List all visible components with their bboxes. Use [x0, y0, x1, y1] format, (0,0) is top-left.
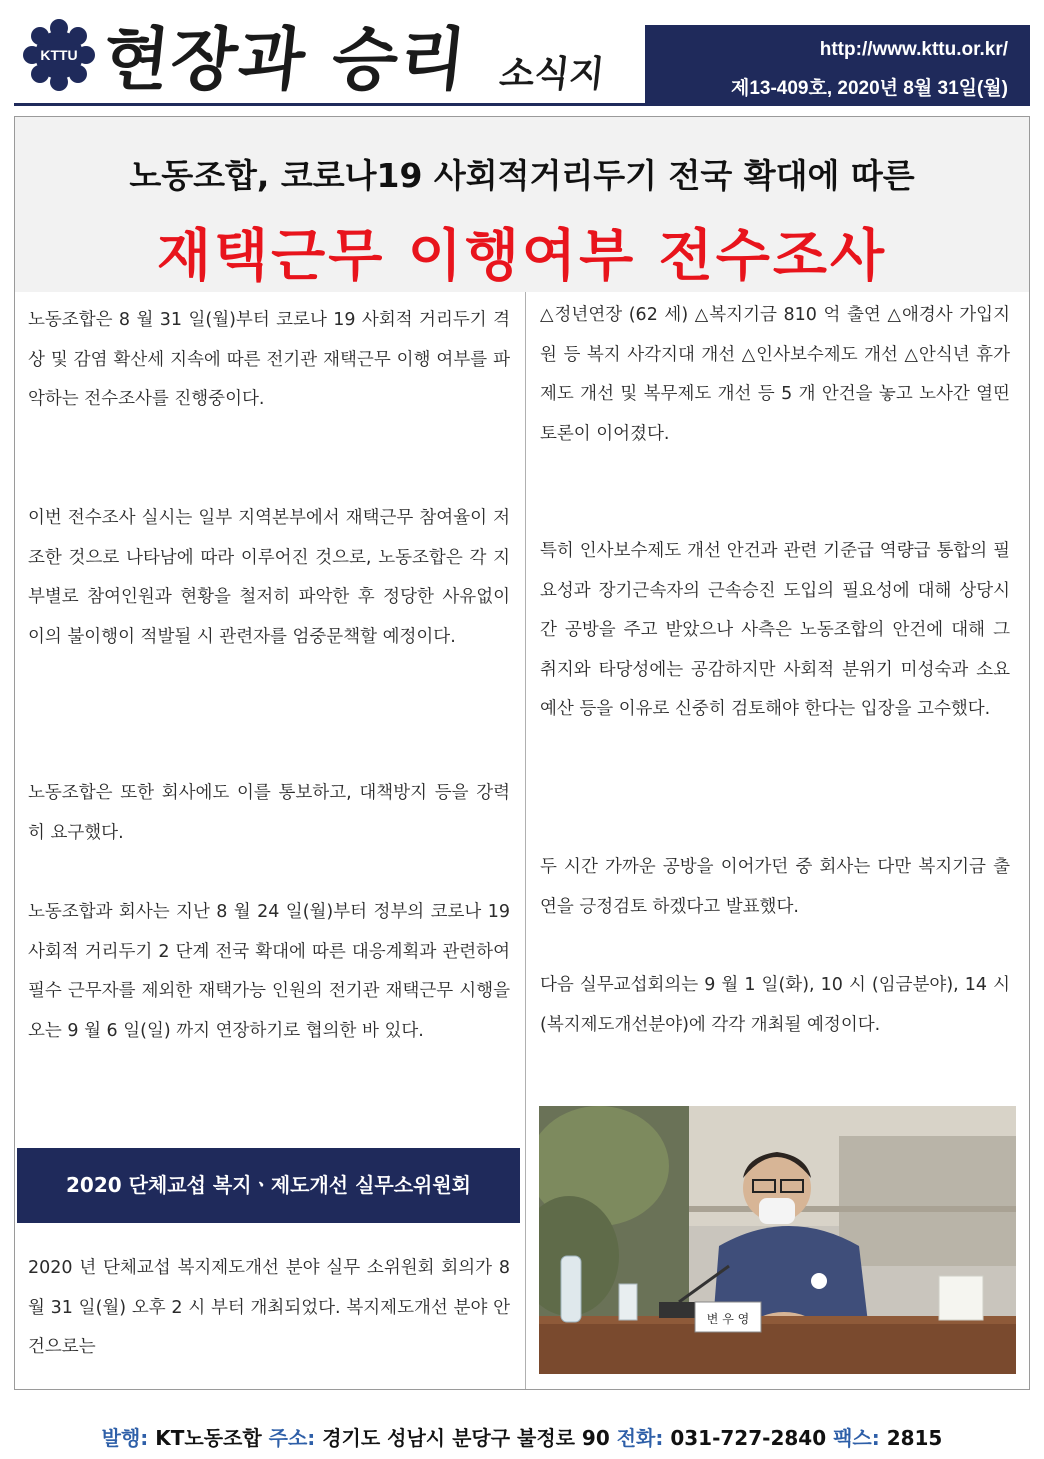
fax-number: 2815 [886, 1426, 943, 1450]
footer [0, 1422, 1044, 1451]
left-paragraph-3: 노동조합은 또한 회사에도 이를 통보하고, 대책방지 등을 강력히 요구했다. [28, 783, 510, 843]
photo-nameplate: 변 우 영 [706, 1312, 750, 1326]
meeting-photo [539, 1106, 1016, 1374]
column-divider [525, 292, 526, 1389]
left-paragraph-5: 2020 년 단체교섭 복지제도개선 분야 실무 소위원회 회의가 8 월 31 일(월) 오후 2 시 부터 개최되었다. 복지제도개선 분야 안건으로는 [28, 1258, 510, 1357]
right-paragraph-4: 다음 실무교섭회의는 9 월 1 일(화), 10 시 (임금분야), 14 시 (복지제도개선분야)에 각각 개최될 예정이다. [540, 975, 1010, 1035]
kttu-logo [22, 18, 96, 92]
masthead-title: 현장과 승리 [99, 20, 472, 100]
phone-number: 031-727-2840 [670, 1426, 827, 1450]
publisher: KT노동조합 [155, 1426, 262, 1450]
right-paragraph-2: 특히 인사보수제도 개선 안건과 관련 기준급 역량급 통합의 필요성과 장기근속자의 근속승진 도입의 필요성에 대해 상당시간 공방을 주고 받았으나 사측은 노동조합의 안건에 대해 그 취지와 타당성에는 공감하지만 사회적 분위기 미성숙과 소요예산 등을 이유로 신중히 검토해야 한다는 입장을 고수했다. [540, 541, 1010, 719]
right-paragraph-3: 두 시간 가까운 공방을 이어가던 중 회사는 다만 복지기금 출연을 긍정검토 하겠다고 발표했다. [540, 857, 1010, 917]
address: 경기도 성남시 분당구 불정로 90 [322, 1426, 610, 1450]
issue-date: 제13-409호, 2020년 8월 31일(월) [730, 78, 1008, 99]
logo-text: KTTU [40, 47, 78, 63]
website-link[interactable]: http://www.kttu.or.kr/ [819, 39, 1008, 60]
headline-main: 재택근무 이행여부 전수조사 [156, 224, 888, 289]
masthead-subtitle: 소식지 [497, 54, 607, 95]
left-paragraph-2: 이번 전수조사 실시는 일부 지역본부에서 재택근무 참여율이 저조한 것으로 나타남에 따라 이루어진 것으로, 노동조합은 각 지부별로 참여인원과 현황을 철저히 파악한 후 정당한 사유없이 이의 불이행이 적발될 시 관련자를 엄중문책할 예정이다. [28, 508, 510, 647]
header-info-box [645, 25, 1030, 105]
masthead-divider [14, 103, 1030, 106]
address-label: 주소: [268, 1426, 316, 1450]
phone-label: 전화: [616, 1426, 664, 1450]
section-heading: 2020 단체교섭 복지ㆍ제도개선 실무소위원회 [17, 1148, 520, 1223]
left-paragraph-1: 노동조합은 8 월 31 일(월)부터 코로나 19 사회적 거리두기 격상 및 감염 확산세 지속에 따른 전기관 재택근무 이행 여부를 파악하는 전수조사를 진행중이다. [28, 310, 510, 409]
right-paragraph-1: △정년연장 (62 세) △복지기금 810 억 출연 △애경사 가입지원 등 복지 사각지대 개선 △인사보수제도 개선 △안식년 휴가 제도 개선 및 복무제도 개선 등 5 개 안건을 놓고 노사간 열띤 토론이 이어졌다. [540, 305, 1010, 444]
headline-kicker: 노동조합, 코로나19 사회적거리두기 전국 확대에 따른 [129, 156, 915, 195]
fax-label: 팩스: [833, 1426, 880, 1450]
publisher-label: 발행: [101, 1426, 149, 1450]
left-paragraph-4: 노동조합과 회사는 지난 8 월 24 일(월)부터 정부의 코로나 19 사회적 거리두기 2 단계 전국 확대에 따른 대응계획과 관련하여 필수 근무자를 제외한 재택가능 인원의 전기관 재택근무 시행을 오는 9 월 6 일(일) 까지 연장하기로 협의한 바 있다. [28, 902, 510, 1041]
